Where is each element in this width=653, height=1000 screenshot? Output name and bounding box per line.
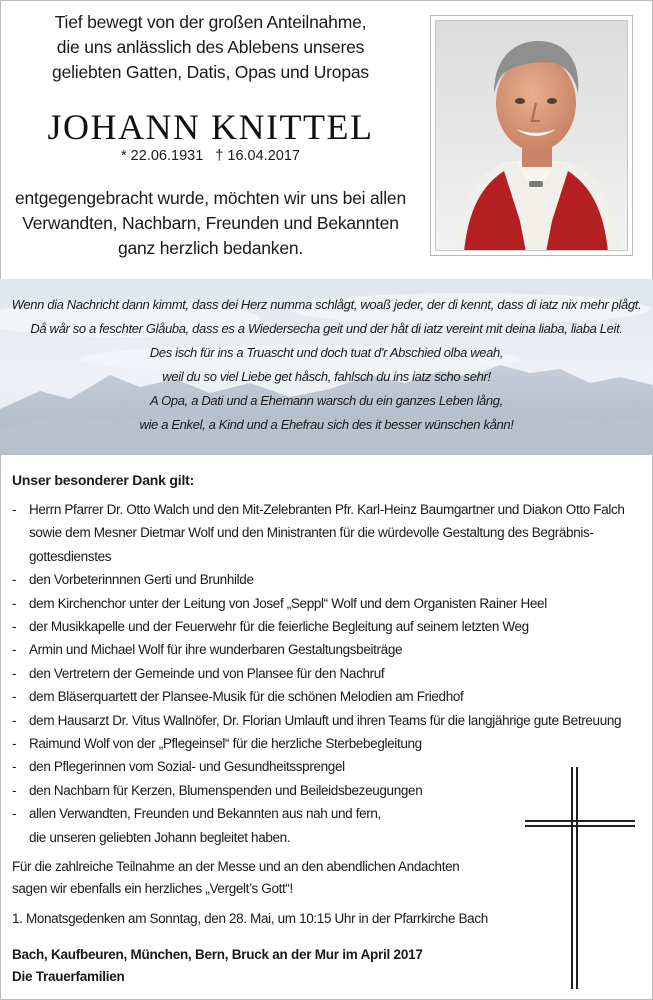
list-dash: -	[12, 806, 17, 822]
poem-line: Des isch für ins a Truascht und doch tuat d'r Abschied olba weah,	[149, 345, 504, 360]
thanks-item-line: den Vorbeterinnnen Gerti und Brunhilde	[29, 572, 254, 588]
poem-line: Wenn dia Nachricht dann kimmt, dass dei Herz numma schlågt, woaß jeder, der di kennt, dass di iatz nix mehr plågt.	[11, 297, 642, 312]
memorial-mass-note: 1. Monatsgedenken am Sonntag, den 28. Mai, um 10:15 Uhr in der Pfarrkirche Bach	[12, 911, 488, 926]
intro-line: die uns anlässlich des Ablebens unseres	[56, 37, 365, 57]
thanks-item-line: allen Verwandten, Freunden und Bekannten aus nah und fern,	[29, 806, 381, 822]
poem-line: weil du so viel Liebe get håsch, fahlsch du ins iatz scho sehr!	[162, 369, 491, 384]
poem-line: Då wår so a feschter Glåuba, dass es a Wiedersecha geit und der håt di iatz vereint mit deina liaba, liaba Leit.	[30, 321, 623, 336]
thanks-item	[12, 498, 637, 568]
thanks-item-line: den Nachbarn für Kerzen, Blumenspenden und Beileidsbezeugungen	[29, 782, 423, 798]
list-dash: -	[12, 689, 17, 705]
thanks-item	[12, 662, 637, 685]
thanks-item	[12, 732, 637, 755]
closing-line: sagen wir ebenfalls ein herzliches „Vergelt’s Gott“!	[12, 881, 293, 896]
signature-places: Bach, Kaufbeuren, München, Bern, Bruck an der Mur im April 2017	[12, 947, 423, 962]
thanks-heading: Unser besonderer Dank gilt:	[12, 472, 195, 488]
list-dash: -	[12, 782, 17, 798]
signature-family: Die Trauerfamilien	[12, 969, 125, 984]
death-date: † 16.04.2017	[215, 148, 300, 164]
list-dash: -	[12, 502, 17, 517]
thanks-item-line: Raimund Wolf von der „Pflegeinsel“ für die herzliche Sterbebegleitung	[29, 736, 422, 752]
list-dash: -	[12, 642, 17, 658]
list-dash: -	[12, 759, 17, 775]
thanks-item-line: dem Hausarzt Dr. Vitus Wallnöfer, Dr. Florian Umlauft und ihren Teams für die langjährige gute Betreuung	[29, 712, 622, 728]
intro-text	[8, 10, 413, 85]
thanks-item-line: Herrn Pfarrer Dr. Otto Walch und den Mit-Zelebranten Pfr. Karl-Heinz Baumgartner und Diakon Otto Falch	[29, 502, 625, 517]
list-dash: -	[12, 572, 17, 588]
poem-line: A Opa, a Dati und a Ehemann warsch du ein ganzes Leben lång,	[150, 393, 503, 408]
closing-line: Für die zahlreiche Teilnahme an der Messe und an den abendlichen Andachten	[12, 859, 460, 874]
thanks-item-line: den Pflegerinnen vom Sozial- und Gesundheitssprengel	[29, 759, 345, 775]
list-dash: -	[12, 736, 17, 752]
thanks-item	[12, 592, 637, 615]
thanks-item-line: den Vertretern der Gemeinde und von Plansee für den Nachruf	[29, 665, 385, 681]
thanks-item	[12, 615, 637, 638]
thanks-item-line: der Musikkapelle und der Feuerwehr für die feierliche Begleitung auf seinem letzten Weg	[29, 619, 529, 635]
thanks-item	[12, 638, 637, 661]
list-dash: -	[12, 619, 17, 635]
cross-icon	[525, 767, 635, 989]
thanks-item	[12, 568, 637, 591]
poem-text	[0, 293, 653, 437]
thanks-item-line: gottesdienstes	[29, 548, 112, 564]
life-dates	[8, 148, 413, 164]
thanks-item	[12, 709, 637, 732]
poem-banner	[0, 279, 653, 455]
list-dash: -	[12, 665, 17, 681]
portrait-frame	[430, 15, 633, 256]
list-dash: -	[12, 712, 17, 728]
thanks-item-line: Armin und Michael Wolf für ihre wunderbaren Gestaltungsbeiträge	[29, 642, 403, 658]
thanks-intro-text	[8, 186, 413, 261]
portrait-illustration	[436, 21, 628, 251]
deceased-name: JOHANN KNITTEL	[47, 107, 374, 147]
birth-date: * 22.06.1931	[121, 148, 204, 164]
thanks-item-line: die unseren geliebten Johann begleitet haben.	[29, 829, 291, 845]
thanks-item-line: dem Bläserquartett der Plansee-Musik für die schönen Melodien am Friedhof	[29, 689, 464, 705]
thanks-item	[12, 685, 637, 708]
thanks-item-line: dem Kirchenchor unter der Leitung von Josef „Seppl“ Wolf und dem Organisten Rainer Heel	[29, 595, 547, 611]
intro-line: Tief bewegt von der großen Anteilnahme,	[54, 12, 367, 32]
thanks-item-line: sowie dem Mesner Dietmar Wolf und den Ministranten für die würdevolle Gestaltung des Begräbnis-	[29, 525, 594, 541]
intro-line: geliebten Gatten, Datis, Opas und Uropas	[52, 62, 369, 82]
thanks-intro-line: ganz herzlich bedanken.	[117, 238, 304, 258]
portrait-photo	[435, 20, 628, 251]
list-dash: -	[12, 595, 17, 611]
thanks-intro-line: Verwandten, Nachbarn, Freunden und Bekannten	[22, 213, 399, 233]
thanks-intro-line: entgegengebracht wurde, möchten wir uns bei allen	[14, 188, 406, 208]
poem-line: wie a Enkel, a Kind und a Ehefrau sich des it besser wünschen kånn!	[139, 417, 514, 432]
